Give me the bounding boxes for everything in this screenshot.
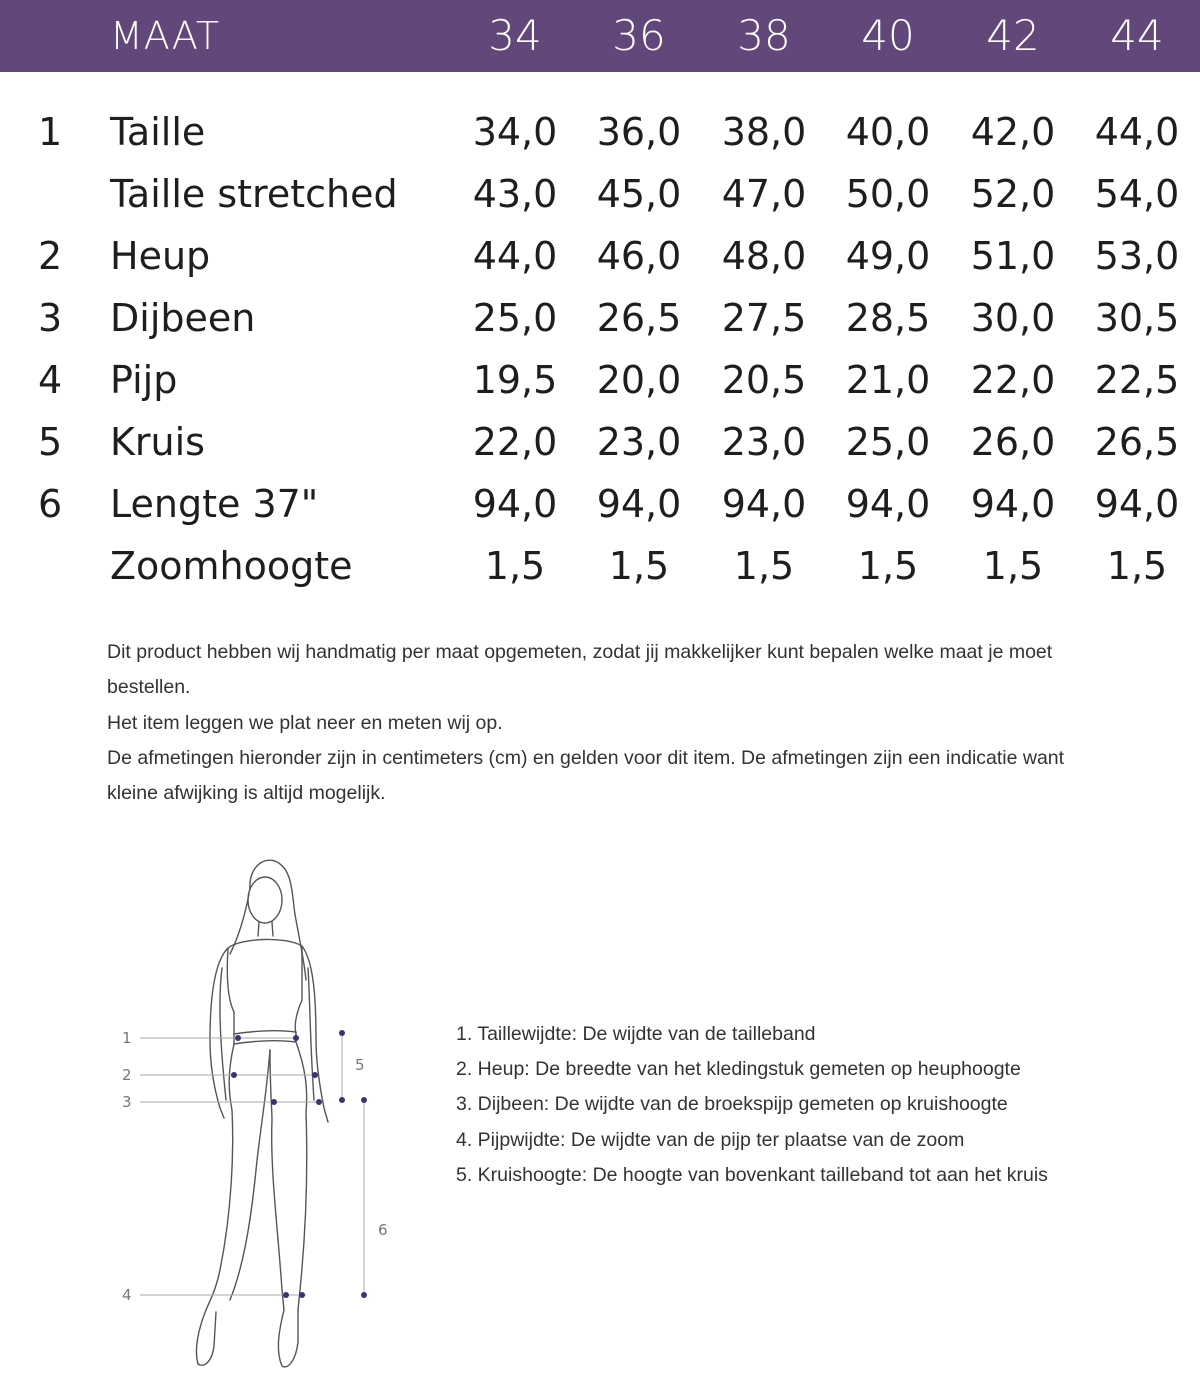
row-value: 27,5 bbox=[721, 296, 807, 340]
size-header-42: 42 bbox=[986, 11, 1040, 60]
row-value: 44,0 bbox=[472, 234, 558, 278]
legend-item: 1. Taillewijdte: De wijdte van de tailleband bbox=[456, 1023, 816, 1045]
measurement-legend bbox=[456, 1017, 1096, 1193]
row-value: 51,0 bbox=[970, 234, 1056, 278]
figure-label-6: 6 bbox=[378, 1221, 388, 1239]
size-header-34: 34 bbox=[488, 11, 542, 60]
row-value: 26,5 bbox=[1094, 420, 1180, 464]
intro-paragraph: Het item leggen we plat neer en meten wij op. bbox=[107, 711, 503, 734]
table-row bbox=[0, 101, 1200, 163]
row-number: 6 bbox=[38, 482, 63, 526]
legend-item: 4. Pijpwijdte: De wijdte van de pijp ter plaatse van de zoom bbox=[456, 1128, 965, 1151]
row-value: 94,0 bbox=[472, 482, 558, 526]
row-value: 1,5 bbox=[982, 544, 1044, 588]
row-value: 53,0 bbox=[1094, 234, 1180, 278]
row-label: Heup bbox=[110, 234, 211, 278]
row-value: 30,5 bbox=[1094, 296, 1180, 340]
size-header-bar bbox=[0, 0, 1200, 72]
row-value: 1,5 bbox=[608, 544, 670, 588]
figure-right-leg bbox=[296, 1042, 307, 1310]
row-value: 47,0 bbox=[721, 172, 807, 216]
row-number: 1 bbox=[38, 110, 63, 154]
measurement-figure-illustration bbox=[110, 850, 410, 1380]
row-value: 48,0 bbox=[721, 234, 807, 278]
row-value: 21,0 bbox=[845, 358, 931, 402]
size-header-label: MAAT bbox=[110, 14, 221, 58]
row-value: 50,0 bbox=[845, 172, 931, 216]
row-value: 1,5 bbox=[733, 544, 795, 588]
row-value: 94,0 bbox=[845, 482, 931, 526]
row-value: 43,0 bbox=[472, 172, 558, 216]
table-row bbox=[0, 287, 1200, 349]
row-value: 94,0 bbox=[1094, 482, 1180, 526]
figure-right-arm bbox=[302, 946, 328, 1122]
row-value: 34,0 bbox=[472, 110, 558, 154]
row-value: 36,0 bbox=[596, 110, 682, 154]
legend-item: 3. Dijbeen: De wijdte van de broekspijp gemeten op kruishoogte bbox=[456, 1093, 1008, 1116]
row-value: 1,5 bbox=[484, 544, 546, 588]
row-value: 20,5 bbox=[721, 358, 807, 402]
figure-right-foot bbox=[278, 1310, 298, 1367]
row-label: Zoomhoogte bbox=[110, 544, 353, 588]
row-label: Kruis bbox=[110, 420, 205, 464]
size-header-40: 40 bbox=[861, 11, 915, 60]
row-number: 4 bbox=[38, 358, 63, 402]
row-number: 2 bbox=[38, 234, 63, 278]
figure-left-foot bbox=[196, 1310, 216, 1365]
table-row bbox=[0, 473, 1200, 535]
intro-paragraph: De afmetingen hieronder zijn in centimeters (cm) en gelden voor dit item. De afmetingen zijn een indicatie want kleine afwijking is altijd mogelijk. bbox=[107, 746, 1065, 805]
row-value: 26,0 bbox=[970, 420, 1056, 464]
row-value: 94,0 bbox=[721, 482, 807, 526]
row-value: 49,0 bbox=[845, 234, 931, 278]
intro-paragraph: Dit product hebben wij handmatig per maat opgemeten, zodat jij makkelijker kunt bepalen welke maat je moet bestellen. bbox=[107, 641, 1053, 699]
row-value: 22,0 bbox=[472, 420, 558, 464]
figure-waistband bbox=[234, 1031, 296, 1044]
table-row bbox=[0, 411, 1200, 473]
row-value: 54,0 bbox=[1094, 172, 1180, 216]
row-label: Lengte 37" bbox=[110, 482, 319, 526]
figure-label-5: 5 bbox=[355, 1056, 365, 1074]
figure-markers bbox=[231, 1030, 367, 1298]
row-number bbox=[38, 535, 68, 597]
table-row bbox=[0, 225, 1200, 287]
row-value: 25,0 bbox=[472, 296, 558, 340]
row-value: 42,0 bbox=[970, 110, 1056, 154]
row-value: 22,5 bbox=[1094, 358, 1180, 402]
figure-head bbox=[248, 877, 282, 923]
row-number bbox=[38, 163, 68, 225]
row-value: 23,0 bbox=[596, 420, 682, 464]
figure-left-leg bbox=[206, 1044, 234, 1310]
row-value: 1,5 bbox=[857, 544, 919, 588]
row-label: Taille stretched bbox=[110, 172, 398, 216]
row-number: 3 bbox=[38, 296, 63, 340]
row-value: 94,0 bbox=[596, 482, 682, 526]
figure-label-4: 4 bbox=[122, 1286, 132, 1304]
table-row bbox=[0, 163, 1200, 225]
legend-item: 5. Kruishoogte: De hoogte van bovenkant tailleband tot aan het kruis bbox=[456, 1163, 1048, 1186]
row-value: 1,5 bbox=[1106, 544, 1168, 588]
row-value: 26,5 bbox=[596, 296, 682, 340]
figure-torso bbox=[228, 939, 302, 1034]
row-value: 38,0 bbox=[721, 110, 807, 154]
row-value: 30,0 bbox=[970, 296, 1056, 340]
measurement-intro bbox=[107, 635, 1087, 811]
row-value: 44,0 bbox=[1094, 110, 1180, 154]
row-value: 46,0 bbox=[596, 234, 682, 278]
row-value: 28,5 bbox=[845, 296, 931, 340]
table-row bbox=[0, 349, 1200, 411]
row-value: 52,0 bbox=[970, 172, 1056, 216]
size-header-36: 36 bbox=[612, 11, 666, 60]
row-value: 23,0 bbox=[721, 420, 807, 464]
row-value: 94,0 bbox=[970, 482, 1056, 526]
row-value: 40,0 bbox=[845, 110, 931, 154]
row-number: 5 bbox=[38, 420, 63, 464]
figure-label-1: 1 bbox=[122, 1029, 132, 1047]
row-value: 20,0 bbox=[596, 358, 682, 402]
row-value: 22,0 bbox=[970, 358, 1056, 402]
figure-label-2: 2 bbox=[122, 1066, 132, 1084]
size-header-38: 38 bbox=[737, 11, 791, 60]
row-label: Pijp bbox=[110, 358, 178, 402]
row-label: Taille bbox=[110, 110, 206, 154]
table-row bbox=[0, 535, 1200, 597]
legend-item: 2. Heup: De breedte van het kledingstuk gemeten op heuphoogte bbox=[456, 1058, 1021, 1081]
row-label: Dijbeen bbox=[110, 296, 256, 340]
size-header-44: 44 bbox=[1110, 11, 1164, 60]
row-value: 25,0 bbox=[845, 420, 931, 464]
row-value: 19,5 bbox=[472, 358, 558, 402]
figure-label-3: 3 bbox=[122, 1093, 132, 1111]
row-value: 45,0 bbox=[596, 172, 682, 216]
